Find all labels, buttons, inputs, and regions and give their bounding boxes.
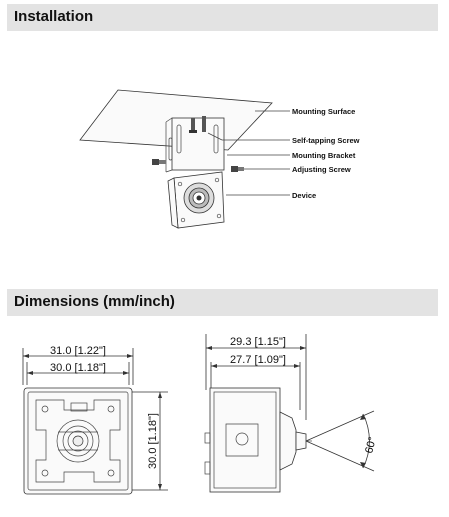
dim-side-body-depth: 27.7 [1.09"] <box>230 354 286 366</box>
label-adjusting-screw: Adjusting Screw <box>292 165 351 174</box>
dim-front-inner-width: 30.0 [1.18"] <box>50 362 106 374</box>
label-mounting-surface: Mounting Surface <box>292 107 356 116</box>
dim-front-outer-width: 31.0 [1.22"] <box>50 345 106 357</box>
label-mounting-bracket: Mounting Bracket <box>292 151 356 160</box>
dim-side-total-depth: 29.3 [1.15"] <box>230 336 286 348</box>
device-camera <box>168 172 224 228</box>
adjusting-screw-left-icon <box>152 159 166 165</box>
dim-side-view-angle: 60° <box>363 435 380 455</box>
label-self-tapping-screw: Self-tapping Screw <box>292 136 360 145</box>
adjusting-screw-right-icon <box>231 166 244 172</box>
dimensions-title: Dimensions (mm/inch) <box>14 293 175 310</box>
label-device: Device <box>292 191 317 200</box>
installation-title: Installation <box>14 8 94 25</box>
dim-front-height: 30.0 [1.18"] <box>147 413 159 469</box>
